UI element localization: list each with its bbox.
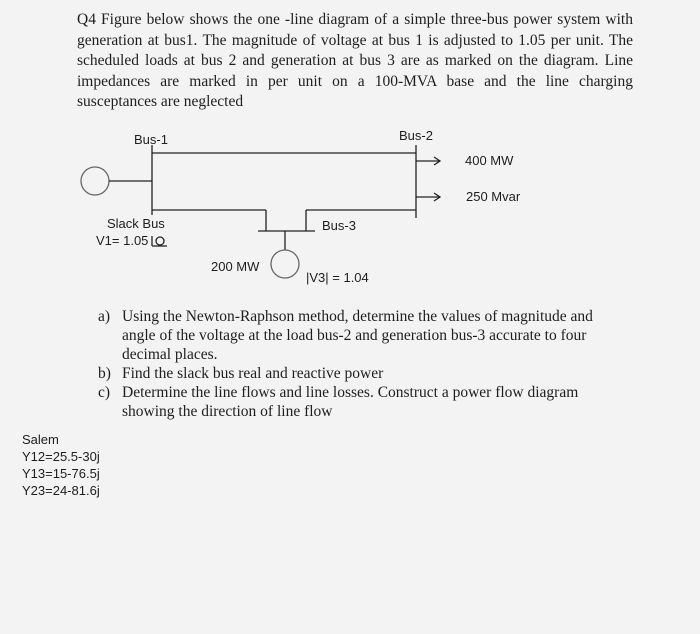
salem-title: Salem (22, 432, 59, 447)
angle-zero-icon (152, 236, 167, 246)
generator-1-icon (81, 167, 109, 195)
bus-1-label: Bus-1 (134, 132, 168, 147)
part-a (98, 307, 626, 364)
bus-3-label: Bus-3 (322, 218, 356, 233)
load-p-label: 400 MW (465, 153, 514, 168)
part-b (98, 364, 626, 383)
v1-label: V1= 1.05 (96, 233, 149, 248)
part-a-text: Using the Newton-Raphson method, determine the values of magnitude and angle of the voltage at the load bus-2 and generation bus-3 accurate to four decimal places. (122, 308, 593, 363)
part-c-text: Determine the line flows and line losses. Construct a power flow diagram showing the direction of line flow (122, 384, 579, 420)
salem-notes (22, 431, 100, 499)
bus-2-label: Bus-2 (399, 128, 433, 143)
salem-y13: Y13=15-76.5j (22, 466, 100, 481)
salem-y12: Y12=25.5-30j (22, 449, 100, 464)
generator-3-icon (271, 250, 299, 278)
slack-bus-label: Slack Bus (107, 216, 165, 231)
gen3-power-label: 200 MW (211, 259, 260, 274)
load-q-label: 250 Mvar (466, 189, 521, 204)
question-parts (98, 307, 626, 421)
v3-label: |V3| = 1.04 (306, 270, 369, 285)
part-b-text: Find the slack bus real and reactive power (122, 365, 384, 382)
question-text: Q4 Figure below shows the one -line diagram of a simple three-bus power system with generation at bus1. The magnitude of voltage at bus 1 is adjusted to 1.05 per unit. The scheduled loads at bus 2 and generation at bus 3 are as marked on the diagram. Line impedances are marked in per unit on a 100-MVA base and the line charging susceptances are neglected (77, 11, 633, 110)
part-c (98, 383, 626, 421)
part-c-mark: c) (98, 384, 111, 401)
part-a-mark: a) (98, 308, 111, 325)
part-b-mark: b) (98, 365, 111, 382)
salem-y23: Y23=24-81.6j (22, 483, 100, 498)
